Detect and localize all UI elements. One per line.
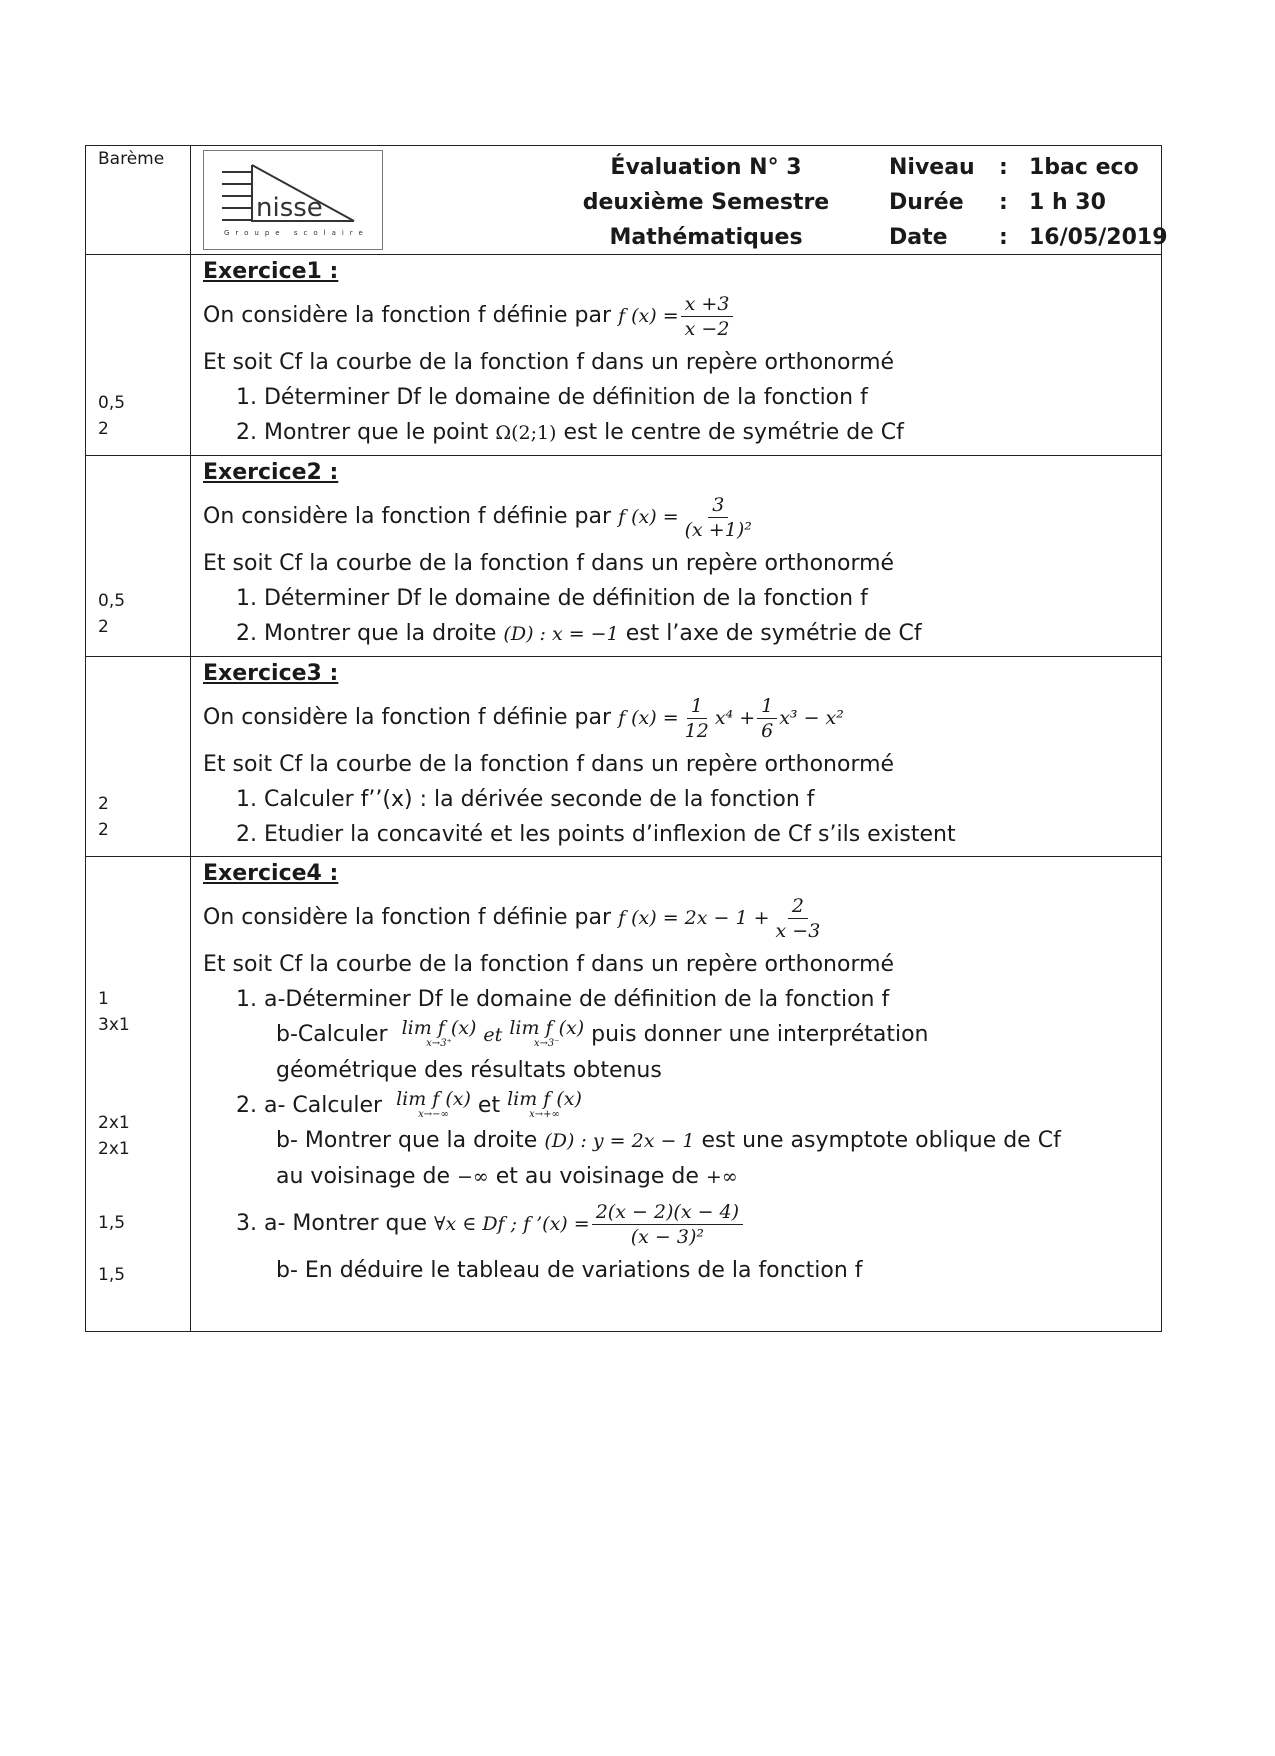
denominator: 12 (684, 719, 709, 742)
score: 3x1 (98, 1015, 130, 1035)
term: x⁴ + (714, 707, 756, 729)
numerator: 1 (757, 694, 777, 719)
exercise-title: Exercice3 : (203, 661, 339, 686)
denominator: x −2 (684, 317, 730, 340)
numerator: x +3 (681, 292, 734, 317)
logo-name: nisse (256, 193, 323, 223)
info-key: Durée (889, 190, 964, 215)
exercise-2: Exercice2 : On considère la fonction f définie par f (x) = $\frac{3}{\text{(x +1)²}}$ Et soit Cf la courbe de la fonction f dans un repère orthonormé 1. Déterminer Df le domaine de définition de la fonction f 2. Montrer que la droite (D) : x = −1 est l’axe de symétrie de Cf (191, 456, 1162, 657)
limit-sub: x→3⁺ (426, 1038, 452, 1049)
derivative-fraction (592, 1200, 743, 1249)
q-text: b-Calculer (276, 1022, 388, 1047)
question-2b-cont (203, 1159, 1151, 1195)
exercise-4 (191, 857, 1162, 1332)
q-text: et (477, 1093, 501, 1118)
q-text: b- Montrer que la droite (276, 1128, 538, 1153)
intro-text: On considère la fonction f définie par (203, 303, 612, 328)
limit-sub: x→3⁻ (533, 1038, 560, 1049)
score: 1,5 (98, 1265, 126, 1285)
denominator: 6 (761, 719, 774, 742)
denominator: (x +1)² (684, 518, 752, 541)
question-1: 1. Déterminer Df le domaine de définition de la fonction f (236, 586, 868, 611)
math-expr: ∀x ∈ Df ; f ’(x) = (434, 1213, 590, 1235)
math-et: et (483, 1024, 503, 1046)
question-2b (203, 1123, 1151, 1159)
question-2 (203, 415, 1151, 451)
ex3-scores (86, 657, 191, 857)
info-key: Niveau (889, 155, 975, 180)
limit (507, 1088, 582, 1120)
numerator: 3 (708, 493, 728, 518)
info-level: Niveau : 1bac eco (889, 150, 1168, 185)
question-1: 1. Calculer f’’(x) : la dérivée seconde de la fonction f (236, 787, 815, 812)
exam-title-block (576, 150, 836, 255)
q-text: 3. a- Montrer que (236, 1211, 427, 1236)
curve-text: Et soit Cf la courbe de la fonction f dans un repère orthonormé (203, 952, 895, 977)
math-minus-infinity: −∞ (457, 1166, 489, 1188)
question-1b (203, 1017, 1151, 1053)
bareme-header (86, 146, 191, 255)
intro-text: On considère la fonction f définie par (203, 705, 612, 730)
question-2 (203, 616, 1151, 652)
limit-expr: lim f (x) (509, 1017, 585, 1039)
curve-text: Et soit Cf la courbe de la fonction f dans un repère orthonormé (203, 350, 895, 375)
limit (402, 1017, 477, 1049)
exam-table (85, 145, 1168, 1332)
ex2-scores (86, 456, 191, 657)
limit-expr: lim f (x) (507, 1088, 582, 1110)
q-text: 2. a- Calculer (236, 1093, 383, 1118)
bareme-label: Barème (98, 149, 165, 169)
exam-subject: Mathématiques (609, 225, 803, 250)
limit-expr: lim f (x) (396, 1088, 471, 1110)
limit-expr: lim f (x) (401, 1017, 477, 1039)
limit (396, 1088, 471, 1120)
question-2: 2. Etudier la concavité et les points d’inflexion de Cf s’ils existent (236, 822, 956, 847)
info-key: Date (889, 225, 948, 250)
denominator: (x − 3)² (630, 1225, 704, 1248)
function-fraction (681, 292, 734, 341)
limit-sub: x→+∞ (529, 1109, 560, 1120)
exercise-title: Exercice1 : (203, 259, 339, 284)
score: 2x1 (98, 1139, 130, 1159)
score: 2 (98, 794, 109, 814)
ex4-scores (86, 857, 191, 1332)
intro-text: On considère la fonction f définie par (203, 905, 612, 930)
math-line: (D) : x = −1 (503, 623, 619, 645)
question-3a (203, 1195, 1151, 1253)
q-text: au voisinage de (276, 1164, 451, 1189)
function-fraction (772, 894, 825, 943)
exam-semester: deuxième Semestre (582, 190, 830, 215)
numerator: 1 (687, 694, 707, 719)
exercise-title: Exercice2 : (203, 460, 339, 485)
exercise-1: Exercice1 : On considère la fonction f définie par f (x) = $\frac{x +3}{x -2}$ Et soit Cf la courbe de la fonction f dans un repère orthonormé 1. Déterminer Df le domaine de définition de la fonction f 2. Montrer que le point Ω(2;1) est le centre de symétrie de Cf (191, 255, 1162, 456)
q-text: 2. Montrer que la droite (236, 621, 497, 646)
exam-info (889, 150, 1168, 255)
question-1a: 1. a-Déterminer Df le domaine de définition de la fonction f (236, 987, 890, 1012)
curve-text: Et soit Cf la courbe de la fonction f dans un repère orthonormé (203, 551, 895, 576)
question-3b: b- En déduire le tableau de variations de la fonction f (276, 1258, 863, 1283)
numerator: 2 (788, 894, 808, 919)
intro-text: On considère la fonction f définie par (203, 504, 612, 529)
question-1: 1. Déterminer Df le domaine de définition de la fonction f (236, 385, 868, 410)
q-text: 2. Montrer que le point (236, 420, 489, 445)
denominator: x −3 (775, 919, 821, 942)
info-date: Date : 16/05/2019 (889, 220, 1168, 255)
score: 2 (98, 617, 109, 637)
limit (509, 1017, 584, 1049)
score: 2 (98, 419, 109, 439)
score: 2x1 (98, 1113, 130, 1133)
fraction (757, 694, 777, 743)
exam-header (191, 146, 1168, 255)
q-text: et au voisinage de (495, 1164, 699, 1189)
math-line: (D) : y = 2x − 1 (544, 1130, 695, 1152)
function-fraction (681, 493, 756, 542)
exercise-3: Exercice3 : On considère la fonction f définie par f (x) = $\frac{1}{12}$ x⁴ + $\frac{1}{6}$ x³ − x² Et soit Cf la courbe de la fonction f dans un repère orthonormé 1. Calculer f’’(x) : la dérivée seconde de la fonction f 2. Etudier la concavité et les points d’inflexion de Cf s’ils existent (191, 657, 1162, 857)
q-text: est l’axe de symétrie de Cf (625, 621, 922, 646)
score: 2 (98, 820, 109, 840)
exam-sheet (85, 145, 1168, 1410)
q-text: est le centre de symétrie de Cf (563, 420, 904, 445)
school-logo (203, 150, 383, 250)
numerator: 2(x − 2)(x − 4) (592, 1200, 743, 1225)
question-2a (203, 1088, 1151, 1123)
question-1b-cont: géométrique des résultats obtenus (276, 1058, 662, 1083)
info-duration: Durée : 1 h 30 (889, 185, 1168, 220)
function-lhs: f (x) = 2x − 1 + (618, 907, 770, 929)
info-value: 1 h 30 (1029, 190, 1106, 215)
logo-subtitle: Groupe scolaire (224, 229, 369, 237)
curve-text: Et soit Cf la courbe de la fonction f dans un repère orthonormé (203, 752, 895, 777)
math-plus-infinity: +∞ (705, 1166, 738, 1188)
score: 0,5 (98, 591, 126, 611)
score: 1,5 (98, 1213, 126, 1233)
ex1-scores (86, 255, 191, 456)
q-text: est une asymptote oblique de Cf (701, 1128, 1061, 1153)
exercise-title: Exercice4 : (203, 861, 339, 886)
q-text: puis donner une interprétation (591, 1022, 929, 1047)
score: 1 (98, 989, 109, 1009)
fraction (681, 694, 713, 743)
info-value: 1bac eco (1029, 155, 1139, 180)
limit-sub: x→−∞ (418, 1109, 449, 1120)
exam-title: Évaluation N° 3 (610, 155, 802, 180)
info-value: 16/05/2019 (1029, 225, 1168, 250)
math-point: Ω(2;1) (495, 422, 557, 444)
score: 0,5 (98, 393, 126, 413)
term: x³ − x² (779, 707, 844, 729)
